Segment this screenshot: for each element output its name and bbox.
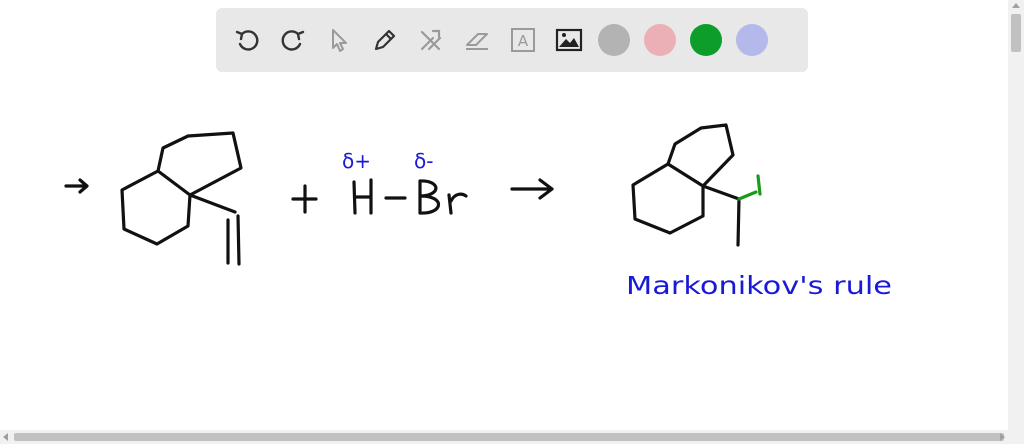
text-icon — [509, 26, 537, 54]
text-button[interactable] — [506, 23, 540, 57]
B-letter — [420, 181, 439, 213]
reactant-vinyl — [190, 195, 239, 264]
color-swatch-gray[interactable] — [598, 24, 630, 56]
reactant-pentagon — [158, 133, 241, 195]
scroll-up-icon[interactable] — [1012, 3, 1020, 8]
select-button[interactable] — [322, 23, 356, 57]
undo-icon — [233, 26, 261, 54]
rule-label: Markonikov's rule — [626, 271, 892, 300]
plus-sign — [293, 186, 316, 212]
reactant-hexagon — [122, 171, 190, 244]
delta-plus-label: δ+ — [342, 149, 371, 173]
redo-icon — [279, 26, 307, 54]
color-swatch-pink[interactable] — [644, 24, 676, 56]
eraser-icon — [463, 26, 491, 54]
image-button[interactable] — [552, 23, 586, 57]
horizontal-scroll-thumb[interactable] — [14, 433, 1004, 441]
product-pentagon — [668, 125, 733, 186]
scroll-left-icon[interactable] — [3, 433, 8, 441]
tools-button[interactable] — [414, 23, 448, 57]
r-letter — [449, 194, 466, 213]
vertical-scrollbar[interactable] — [1008, 0, 1024, 430]
drawing-toolbar — [216, 8, 808, 72]
image-icon — [555, 26, 583, 54]
scroll-right-icon[interactable] — [1000, 433, 1005, 441]
product-ethyl — [703, 186, 739, 245]
color-swatch-lavender[interactable] — [736, 24, 768, 56]
redo-button[interactable] — [276, 23, 310, 57]
pen-button[interactable] — [368, 23, 402, 57]
pen-icon — [371, 26, 399, 54]
undo-button[interactable] — [230, 23, 264, 57]
color-swatch-green[interactable] — [690, 24, 722, 56]
pointer-icon — [325, 26, 353, 54]
text-tool-label: A — [517, 32, 529, 50]
eraser-button[interactable] — [460, 23, 494, 57]
reaction-arrow — [512, 180, 552, 198]
H-letter — [354, 180, 371, 213]
delta-minus-label: δ- — [414, 149, 434, 173]
drawing-canvas[interactable] — [0, 80, 1008, 430]
horizontal-scrollbar[interactable] — [0, 430, 1024, 444]
left-arrow-stroke — [66, 180, 87, 192]
product-br-bond — [739, 176, 760, 199]
tools-icon — [417, 26, 445, 54]
product-hexagon — [633, 164, 703, 233]
vertical-scroll-thumb[interactable] — [1011, 14, 1021, 52]
